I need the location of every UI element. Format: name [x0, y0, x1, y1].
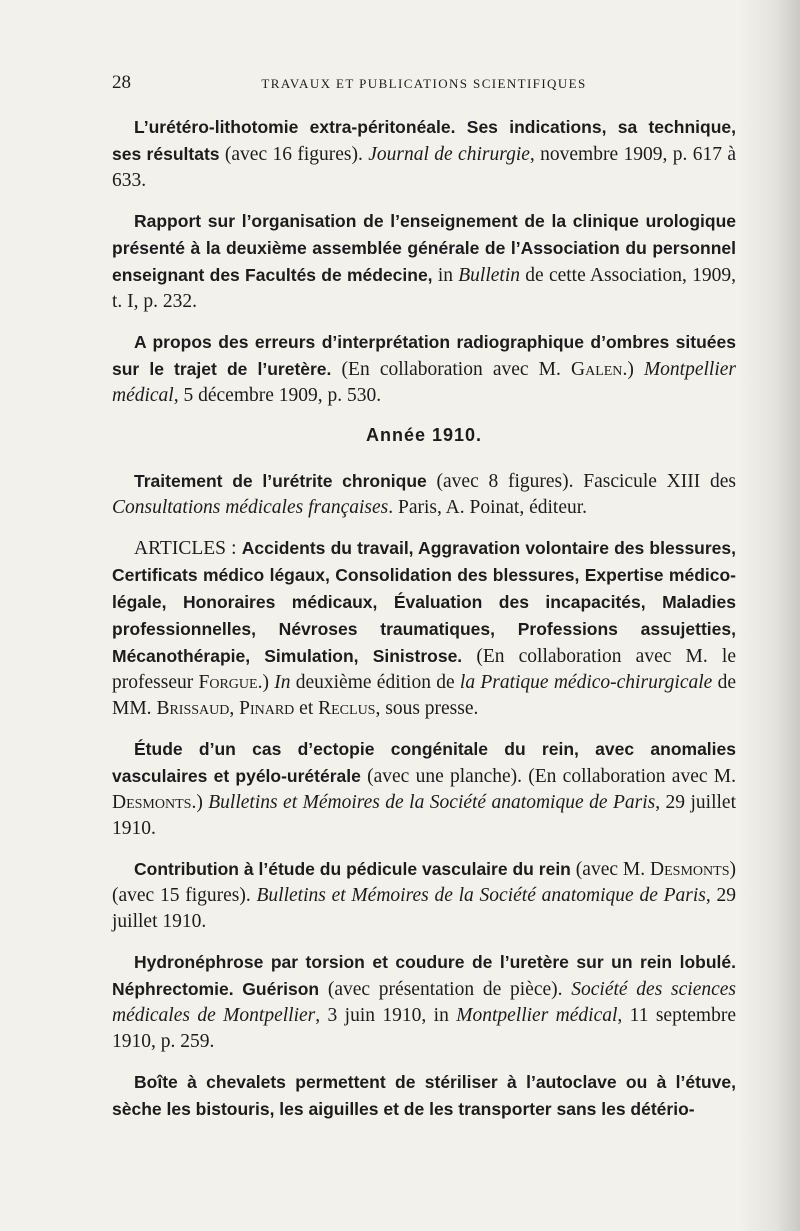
- page-header: [112, 72, 736, 106]
- journal-name: la Pratique médico-chirurgicale: [459, 672, 713, 693]
- author-name: Reclus: [318, 698, 376, 719]
- page-edge-shadow: [740, 0, 800, 1231]
- journal-name: Consultations médicales françaises: [112, 497, 389, 518]
- entry-title: A propos des erreurs d’interprétation radiographique d’ombres situées sur le trajet de l’uretère.: [112, 332, 736, 379]
- entry-title: Boîte à chevalets permettent de stériliser à l’autoclave ou à l’étuve, sèche les bistouris, les aiguilles et de les transporter sans les détério-: [112, 1072, 736, 1119]
- bibliography-entry: Étude d’un cas d’ectopie congénitale du rein, avec anomalies vasculaires et pyélo-urétérale (avec une planche). (En collaboration avec M. Desmonts.) Bulletins et Mémoires de la Société anatomique de Paris, 29 juillet 1910.: [112, 739, 736, 839]
- bibliography-entry: Hydronéphrose par torsion et coudure de l’uretère sur un rein lobulé. Néphrectomie. Guérison (avec présentation de pièce). Société des sciences médicales de Montpellier, 3 juin 1910, in Montpellier médical, 11 septembre 1910, p. 259.: [112, 952, 736, 1052]
- journal-name: Montpellier médical: [112, 359, 737, 406]
- document-page: [112, 72, 736, 1137]
- journal-name: Journal de chirurgie: [368, 144, 530, 165]
- year-heading: Année 1910.: [365, 425, 483, 445]
- author-name: Pinard: [239, 698, 295, 719]
- journal-name: Bulletins et Mémoires de la Société anatomique de Paris: [256, 885, 706, 906]
- bibliography-entry: [112, 1069, 736, 1123]
- entry-title: Traitement de l’urétrite chronique: [134, 471, 427, 491]
- journal-name: Bulletins et Mémoires de la Société anatomique de Paris: [208, 792, 656, 813]
- bibliography-entry: L’urétéro-lithotomie extra-péritonéale. Ses indications, sa technique, ses résultats (avec 16 figures). Journal de chirurgie, novembre 1909, p. 617 à 633.: [112, 117, 736, 191]
- articles-lead: ARTICLES :: [134, 538, 242, 559]
- entry-title: Rapport sur l’organisation de l’enseignement de la clinique urologique présenté à la deuxième assemblée générale de l’Association du personnel enseignant des Facultés de médecine,: [112, 211, 736, 285]
- entry-title: Accidents du travail, Aggravation volontaire des blessures, Certificats médico légaux, Consolidation des blessures, Expertise médico-légale, Honoraires médicaux, Évaluation des incapacités, Maladies professionnelles, Névroses traumatiques, Professions assujetties, Mécanothérapie, Simulation, Sinistrose.: [112, 538, 737, 666]
- journal-name: Montpellier médical: [456, 1005, 618, 1026]
- entry-title: L’urétéro-lithotomie extra-péritonéale. Ses indications, sa technique, ses résultats: [112, 117, 736, 164]
- bibliography-entry: Contribution à l’étude du pédicule vasculaire du rein (avec M. Desmonts) (avec 15 figures). Bulletins et Mémoires de la Société anatomique de Paris, 29 juillet 1910.: [112, 859, 737, 932]
- bibliography-entry: Rapport sur l’organisation de l’enseignement de la clinique urologique présenté à la deuxième assemblée générale de l’Association du personnel enseignant des Facultés de médecine, in Bulletin de cette Association, 1909, t. I, p. 232.: [112, 211, 737, 312]
- entry-title: Étude d’un cas d’ectopie congénitale du rein, avec anomalies vasculaires et pyélo-urétérale: [112, 739, 736, 786]
- bibliography-entry: A propos des erreurs d’interprétation radiographique d’ombres situées sur le trajet de l’uretère. (En collaboration avec M. Galen.) Montpellier médical, 5 décembre 1909, p. 530.: [112, 332, 737, 406]
- bibliography-entry: ARTICLES : Accidents du travail, Aggravation volontaire des blessures, Certificats médico légaux, Consolidation des blessures, Expertise médico-légale, Honoraires médicaux, Évaluation des incapacités, Maladies professionnelles, Névroses traumatiques, Professions assujetties, Mécanothérapie, Simulation, Sinistrose. (En collaboration avec M. le professeur Forgue.) In deuxième édition de la Pratique médico-chirurgicale de MM. Brissaud, Pinard et Reclus, sous presse.: [112, 538, 737, 719]
- entry-title: Hydronéphrose par torsion et coudure de l’uretère sur un rein lobulé. Néphrectomie. Guérison: [112, 952, 736, 999]
- author-name: Forgue: [198, 672, 258, 693]
- bibliography-entry: Traitement de l’urétrite chronique (avec 8 figures). Fascicule XIII des Consultations médicales françaises. Paris, A. Poinat, éditeur.: [112, 471, 736, 518]
- author-name: Desmonts: [112, 792, 192, 813]
- journal-name: Bulletin: [458, 265, 521, 286]
- author-name: Galen: [571, 359, 623, 380]
- page-number: 28: [112, 72, 131, 93]
- entry-title: Contribution à l’étude du pédicule vasculaire du rein: [134, 859, 571, 879]
- author-name: Brissaud: [156, 698, 230, 719]
- journal-name: Société des sciences médicales de Montpellier: [112, 979, 736, 1026]
- running-title: TRAVAUX ET PUBLICATIONS SCIENTIFIQUES: [261, 76, 587, 91]
- author-name: Desmonts: [650, 859, 730, 880]
